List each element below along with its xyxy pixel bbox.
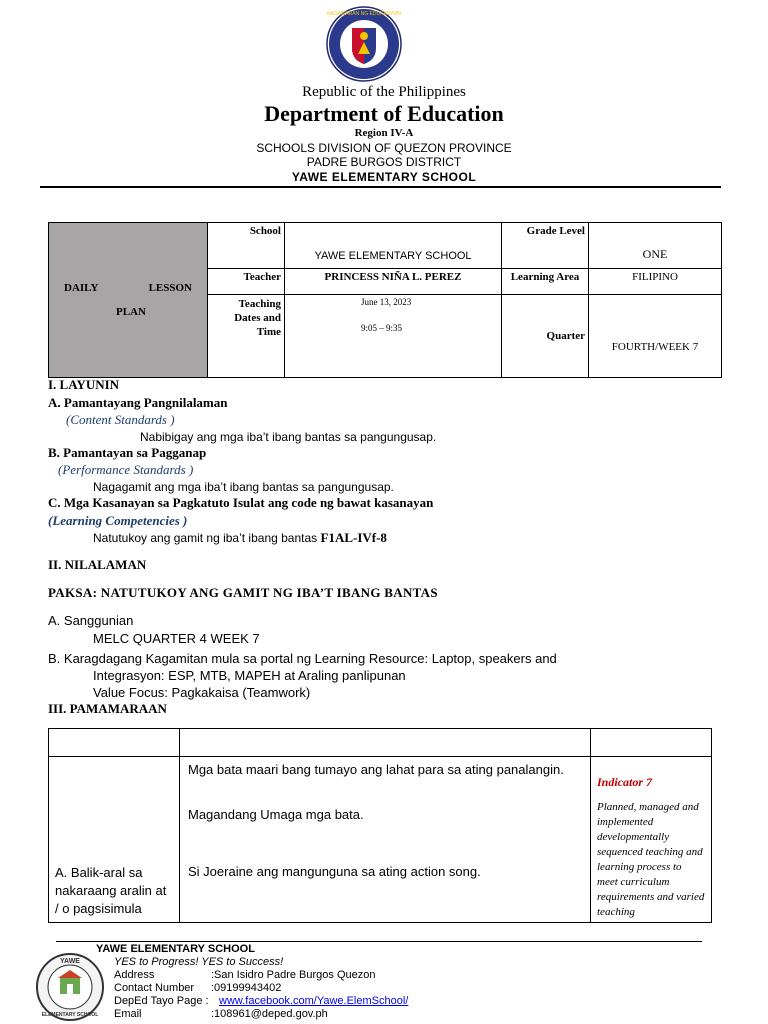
footer-contact-label: Contact Number xyxy=(114,982,195,994)
footer-contact-value: :09199943402 xyxy=(211,982,282,994)
footer-school-name: YAWE ELEMENTARY SCHOOL xyxy=(96,943,255,955)
grade-value: ONE xyxy=(589,223,722,269)
performance-standards-body: Nagagamit ang mga iba’t ibang bantas sa pangungusap. xyxy=(93,480,394,494)
proc-header-cell-2 xyxy=(180,729,591,757)
indicator-title: Indicator 7 xyxy=(597,775,653,789)
dlp-title-cell xyxy=(49,223,208,378)
footer-email-label: Email xyxy=(114,1008,142,1020)
dlp-title-daily: DAILY xyxy=(64,282,99,294)
school-value: YAWE ELEMENTARY SCHOOL xyxy=(285,223,502,269)
proc-header-cell-1 xyxy=(49,729,180,757)
performance-standards-subtitle: (Performance Standards ) xyxy=(58,462,194,477)
dates-value-cell xyxy=(285,295,502,378)
dates-label-cell xyxy=(208,295,285,378)
date-value: June 13, 2023 xyxy=(361,297,412,307)
division-text: SCHOOLS DIVISION OF QUEZON PROVINCE xyxy=(256,141,512,155)
footer-address-label: Address xyxy=(114,969,155,981)
teacher-value: PRINCESS NIÑA L. PEREZ xyxy=(285,269,502,295)
header-divider xyxy=(40,186,721,188)
learning-competencies-subtitle: (Learning Competencies ) xyxy=(48,513,188,528)
learning-area-label: Learning Area xyxy=(502,269,589,295)
proc-line-2: Magandang Umaga mga bata. xyxy=(188,807,364,822)
performance-standards-title: B. Pamantayan sa Pagganap xyxy=(48,445,207,460)
footer-address-value: :San Isidro Padre Burgos Quezon xyxy=(211,969,376,981)
learning-competencies-title: C. Mga Kasanayan sa Pagkatuto Isulat ang code ng bawat kasanayan xyxy=(48,495,434,510)
grade-label: Grade Level xyxy=(502,223,589,269)
footer-email-value: :108961@deped.gov.ph xyxy=(211,1008,328,1020)
district-text: PADRE BURGOS DISTRICT xyxy=(306,155,462,169)
dlp-info-table xyxy=(48,222,722,378)
content-standards-title: A. Pamantayang Pangnilalaman xyxy=(48,395,228,410)
dates-label-1: Teaching xyxy=(238,298,281,310)
paksa-title: PAKSA: NATUTUKOY ANG GAMIT NG IBA’T IBANG BANTAS xyxy=(48,585,438,600)
department-title: Department of Education xyxy=(264,101,504,126)
republic-text: Republic of the Philippines xyxy=(302,84,466,100)
competency-text: Natutukoy ang gamit ng iba’t ibang bantas xyxy=(93,531,318,545)
region-text: Region IV-A xyxy=(354,127,414,139)
section-pamamaraan-title: III. PAMAMARAAN xyxy=(48,701,167,716)
indicator-body: Planned, managed and implemented developmentally sequenced teaching and learning process to meet curriculum requirements and varied teaching xyxy=(597,801,705,918)
quarter-label: Quarter xyxy=(502,295,589,378)
dates-label-2: Dates and xyxy=(234,312,281,324)
logo-text-bottom: ELEMENTARY SCHOOL xyxy=(41,1012,99,1018)
learning-competencies-body xyxy=(93,530,387,546)
footer-divider xyxy=(56,941,702,942)
content-standards-body: Nabibigay ang mga iba’t ibang bantas sa pangungusap. xyxy=(140,430,437,444)
footer-facebook-link[interactable]: www.facebook.com/Yawe.ElemSchool/ xyxy=(219,995,409,1007)
school-logo xyxy=(34,952,106,1022)
proc-header-cell-3 xyxy=(591,729,712,757)
teacher-label: Teacher xyxy=(208,269,285,295)
section-layunin-title: I. LAYUNIN xyxy=(48,377,120,392)
footer-facebook-label: DepEd Tayo Page : xyxy=(114,995,209,1007)
sanggunian-body: MELC QUARTER 4 WEEK 7 xyxy=(93,631,260,646)
school-label: School xyxy=(208,223,285,269)
competency-code: F1AL-IVf-8 xyxy=(320,530,387,545)
footer-motto: YES to Progress! YES to Success! xyxy=(114,956,284,968)
deped-seal-logo xyxy=(326,6,402,82)
proc-indicator-cell xyxy=(591,757,712,923)
karagdagan-line-2: Integrasyon: ESP, MTB, MAPEH at Araling panlipunan xyxy=(93,668,406,683)
karagdagan-line-3: Value Focus: Pagkakaisa (Teamwork) xyxy=(93,685,311,700)
procedure-table xyxy=(48,728,712,923)
learning-area-value: FILIPINO xyxy=(589,269,722,295)
dlp-title-lesson: LESSON xyxy=(148,282,192,294)
content-standards-subtitle: (Content Standards ) xyxy=(66,412,175,427)
logo-text-top: YAWE xyxy=(60,958,80,965)
dlp-title-plan: PLAN xyxy=(116,306,146,318)
dates-label-3: Time xyxy=(256,326,281,338)
proc-row-label: A. Balik-aral sa nakaraang aralin at / o pagsisimula xyxy=(49,757,180,923)
proc-line-3: Si Joeraine ang mangunguna sa ating action song. xyxy=(188,864,481,879)
school-name-header: YAWE ELEMENTARY SCHOOL xyxy=(291,170,477,184)
section-nilalaman-title: II. NILALAMAN xyxy=(48,557,147,572)
karagdagan-line-1: B. Karagdagang Kagamitan mula sa portal ng Learning Resource: Laptop, speakers and xyxy=(48,651,557,666)
sanggunian-title: A. Sanggunian xyxy=(48,613,134,628)
proc-line-1: Mga bata maari bang tumayo ang lahat para sa ating panalangin. xyxy=(188,762,564,777)
svg-text:KAGAWARAN NG EDUKASYON: KAGAWARAN NG EDUKASYON xyxy=(327,11,401,17)
proc-row-content xyxy=(180,757,591,923)
quarter-value: FOURTH/WEEK 7 xyxy=(589,295,722,378)
time-value: 9:05 – 9:35 xyxy=(361,323,403,333)
